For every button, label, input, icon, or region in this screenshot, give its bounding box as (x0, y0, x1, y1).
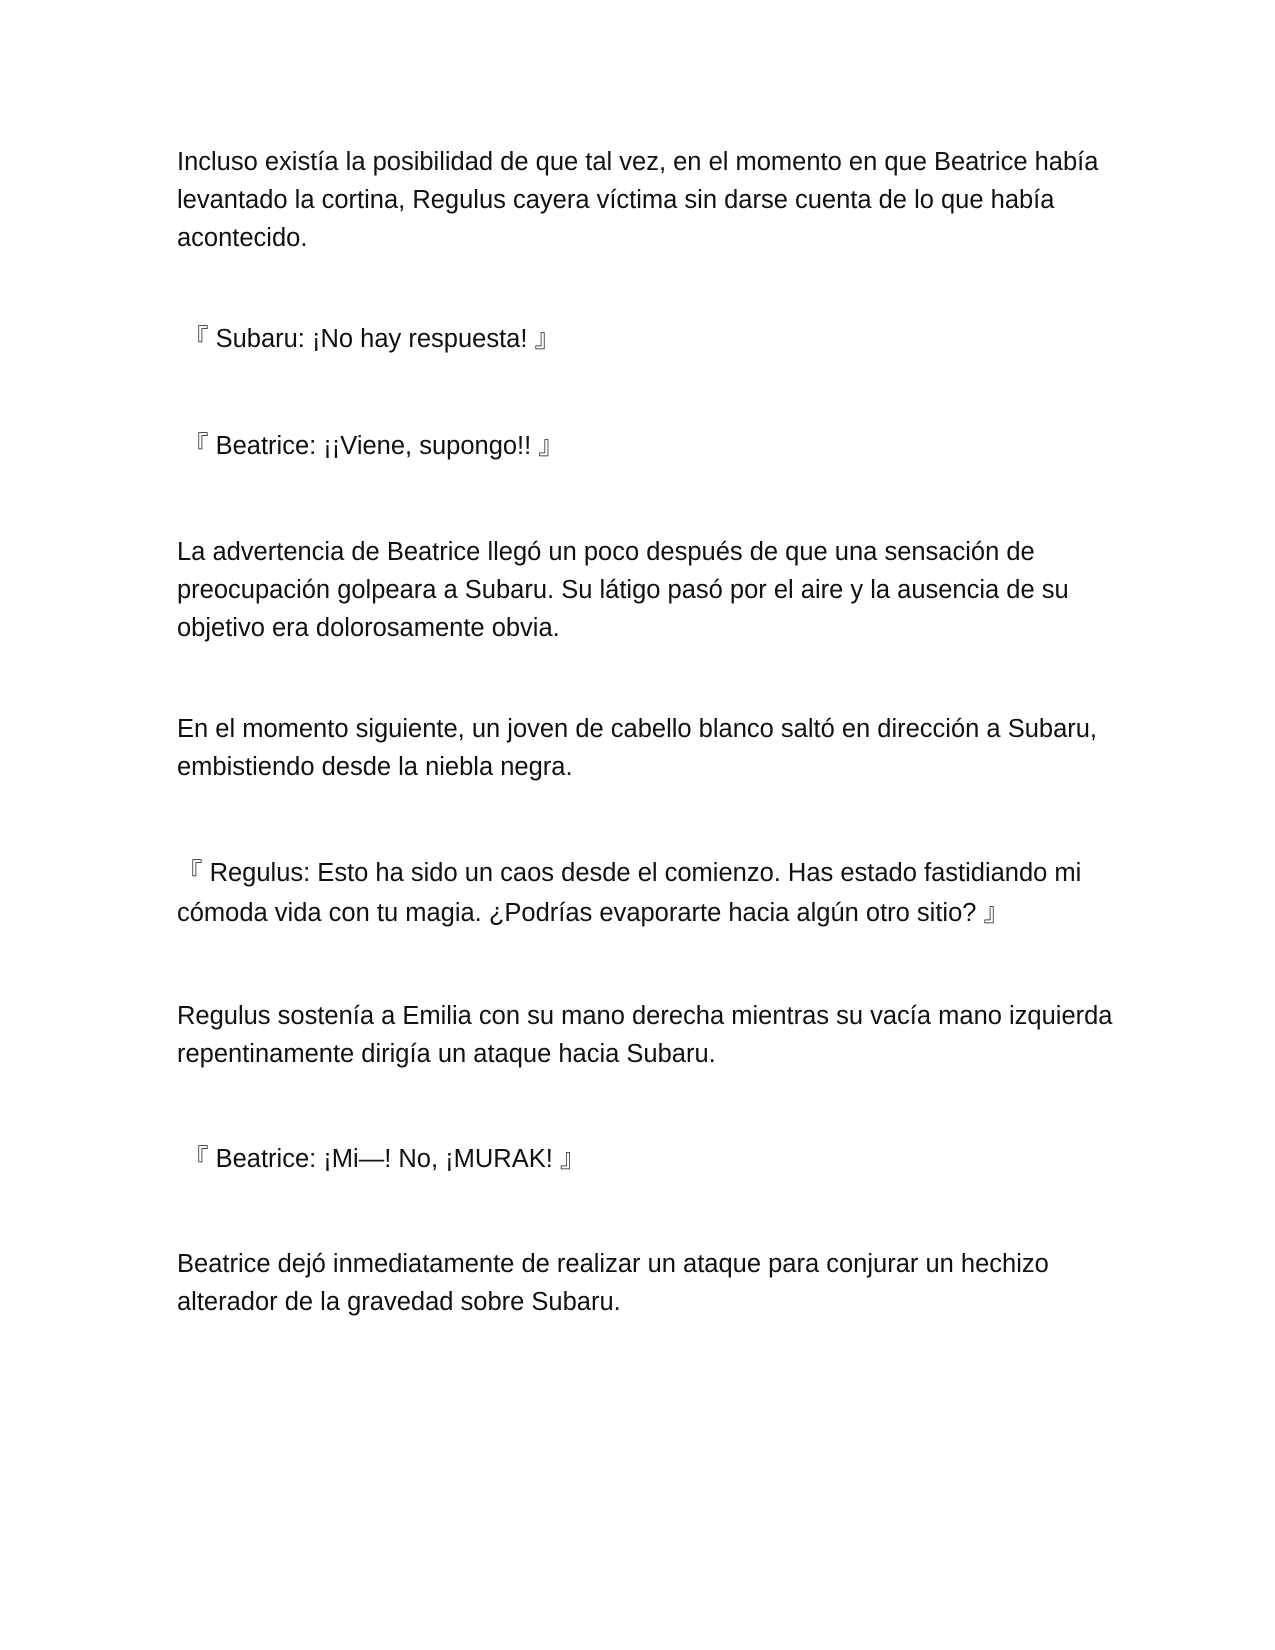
narration-paragraph: Regulus sostenía a Emilia con su mano derecha mientras su vacía mano izquierda repentinamente dirigía un ataque hacia Subaru. (177, 1002, 1113, 1068)
narration-paragraph: En el momento siguiente, un joven de cabello blanco saltó en dirección a Subaru, embistiendo desde la niebla negra. (177, 715, 1098, 781)
narration-paragraph: Beatrice dejó inmediatamente de realizar un ataque para conjurar un hechizo alterador de la gravedad sobre Subaru. (177, 1250, 1049, 1316)
narration-paragraph: La advertencia de Beatrice llegó un poco después de que una sensación de preocupación golpeara a Subaru. Su látigo pasó por el aire y la ausencia de su objetivo era dolorosamente obvia. (177, 538, 1069, 642)
dialogue-line: 『 Beatrice: ¡¡Viene, supongo!! 』 (183, 432, 564, 460)
narration-paragraph: Incluso existía la posibilidad de que tal vez, en el momento en que Beatrice había levantado la cortina, Regulus cayera víctima sin darse cuenta de lo que había acontecido. (177, 148, 1099, 252)
dialogue-line: 『 Subaru: ¡No hay respuesta! 』 (183, 325, 561, 353)
dialogue-line: 『 Regulus: Esto ha sido un caos desde el comienzo. Has estado fastidiando mi cómoda vida con tu magia. ¿Podrías evaporarte hacia algún otro sitio? 』 (177, 859, 1082, 927)
dialogue-line: 『 Beatrice: ¡Mi—! No, ¡MURAK! 』 (183, 1145, 586, 1173)
